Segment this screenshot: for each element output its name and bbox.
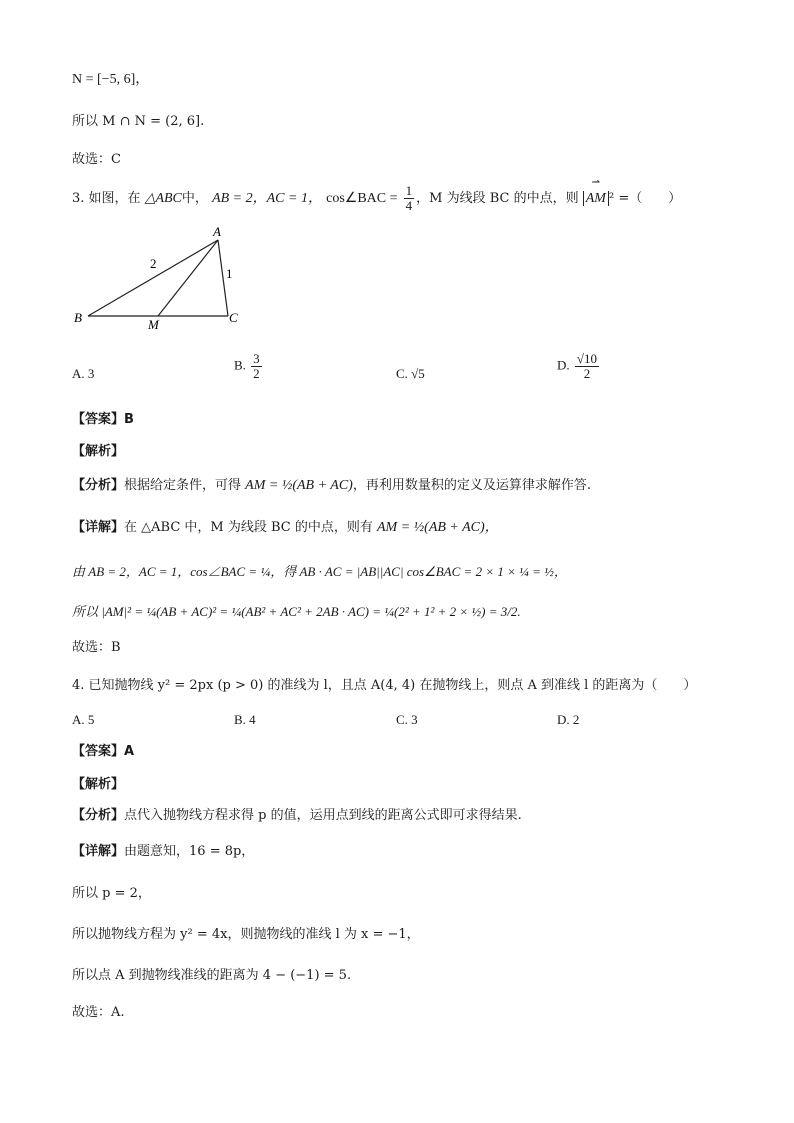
- q3-analysis-eq: AM = ½(AB + AC): [245, 478, 353, 493]
- question-4: 4. 已知抛物线 y² = 2px (p > 0) 的准线为 l，且点 A(4, 4) 在抛物线上，则点 A 到准线 l 的距离为（ ）: [72, 678, 697, 693]
- q3-option-b-fraction: [251, 352, 262, 381]
- q3-cos-fraction: [404, 184, 415, 213]
- line-intersection: 所以 M ∩ N = (2, 6].: [72, 114, 205, 129]
- q3-option-b: [234, 352, 264, 381]
- point-m-label: M: [148, 317, 159, 332]
- q3-option-c: C. √5: [396, 366, 425, 381]
- q3-tail2: ² =（ ）: [608, 191, 682, 206]
- q4-analysis-heading: 【解析】: [72, 777, 125, 792]
- q3-cos-num: 1: [405, 183, 413, 198]
- q3-option-b-prefix: B.: [234, 357, 246, 373]
- q3-analysis-tag: 【分析】: [72, 478, 125, 493]
- q3-detail-t1: 在 △ABC 中，M 为线段 BC 的中点，则有: [124, 520, 373, 535]
- side-ab-length: 2: [150, 256, 157, 271]
- vertex-c-label: C: [229, 310, 238, 325]
- q3-dot-product-line: 由 AB = 2，AC = 1，cos∠BAC = ¼，得 AB · AC = |AB||AC| cos∠BAC = 2 × 1 × ¼ = ½，: [72, 564, 567, 579]
- q3-ab: AB = 2: [212, 191, 253, 206]
- q3-answer: 【答案】B: [72, 412, 134, 427]
- q3-option-d: [557, 352, 601, 381]
- q3-select: 故选：B: [72, 640, 121, 655]
- vertex-a-label: A: [213, 224, 221, 239]
- q3-tail: ，M 为线段 BC 的中点，则: [416, 191, 579, 206]
- q3-option-d-num: √10: [576, 351, 598, 366]
- line-set-n: N = [−5, 6]，: [72, 72, 150, 87]
- q3-cos: cos∠BAC =: [326, 191, 398, 206]
- q3-analysis-heading: 【解析】: [72, 444, 125, 459]
- q4-analysis-text: 点代入抛物线方程求得 p 的值，运用点到线的距离公式即可求得结果.: [124, 808, 522, 823]
- q4-analysis-tag: 【分析】: [72, 808, 125, 823]
- q3-option-d-fraction: [575, 352, 599, 381]
- segment-am: [158, 240, 218, 316]
- q3-mid: 中，: [181, 191, 208, 206]
- q4-analysis: [72, 806, 522, 826]
- q3-detail-eq: AM = ½(AB + AC)，: [377, 520, 499, 535]
- q4-detail-text: 由题意知，16 = 8p，: [124, 844, 255, 859]
- triangle-figure: [68, 222, 318, 332]
- q4-distance: 所以点 A 到抛物线准线的距离为 4 − (−1) = 5.: [72, 968, 352, 983]
- q3-ac: ，AC = 1，: [252, 191, 322, 206]
- q3-am: ⇀ AM: [586, 189, 606, 209]
- side-ac-length: 1: [226, 266, 233, 281]
- segment-ab: [88, 240, 218, 316]
- q4-option-c: C. 3: [396, 712, 418, 727]
- q3-option-b-den: 2: [253, 366, 260, 381]
- q3-analysis: [72, 476, 591, 496]
- question-3: [72, 184, 681, 213]
- q4-option-b: B. 4: [234, 712, 256, 727]
- line-select-c: 故选：C: [72, 152, 121, 167]
- vertex-b-label: B: [74, 310, 82, 325]
- q3-cos-den: 4: [405, 198, 413, 213]
- q4-option-d: D. 2: [557, 712, 580, 727]
- q3-option-d-prefix: D.: [557, 357, 570, 373]
- q3-detail: [72, 518, 499, 538]
- q3-option-d-den: 2: [583, 366, 591, 381]
- q4-p-value: 所以 p = 2，: [72, 886, 151, 901]
- q4-detail-tag: 【详解】: [72, 844, 125, 859]
- q3-am-abs: [583, 191, 609, 206]
- q3-analysis-t2: ，再利用数量积的定义及运算律求解作答.: [352, 478, 591, 493]
- q3-option-a: A. 3: [72, 366, 95, 381]
- q4-answer: 【答案】A: [72, 744, 135, 759]
- q3-number: 3. 如图，在: [72, 191, 141, 206]
- q3-analysis-t1: 根据给定条件，可得: [124, 478, 242, 493]
- q4-select: 故选：A.: [72, 1005, 125, 1020]
- q3-triangle: △ABC: [144, 191, 182, 206]
- q3-am-squared-line: 所以 |AM|² = ¼(AB + AC)² = ¼(AB² + AC² + 2AB · AC) = ¼(2² + 1² + 2 × ½) = 3/2.: [72, 604, 521, 619]
- q4-detail: [72, 842, 254, 862]
- q3-option-b-num: 3: [253, 351, 260, 366]
- q3-detail-tag: 【详解】: [72, 520, 125, 535]
- q4-option-a: A. 5: [72, 712, 95, 727]
- q4-parabola-equation: 所以抛物线方程为 y² = 4x，则抛物线的准线 l 为 x = −1，: [72, 927, 420, 942]
